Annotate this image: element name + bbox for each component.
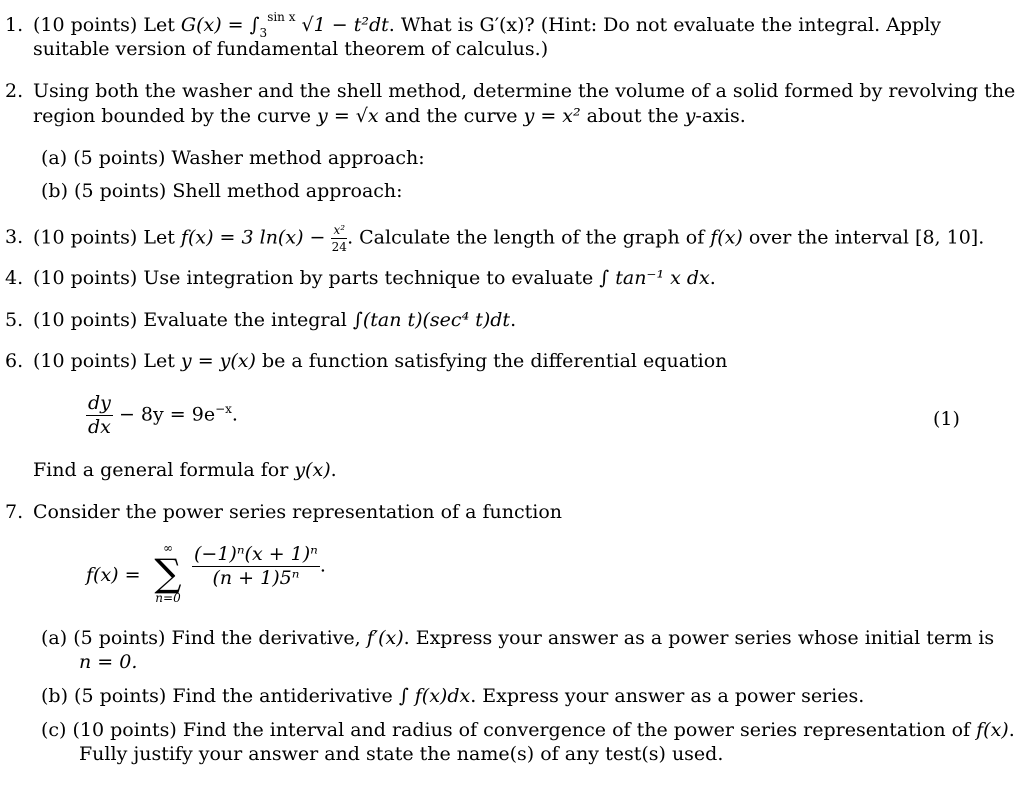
q7-part-c-line2: Fully justify your answer and state the name(s) of any test(s) used. [79, 743, 724, 765]
q3-frac-den: 24 [331, 240, 347, 254]
q2-text-d: -axis. [695, 105, 746, 127]
q3-text-a: (10 points) Let [33, 226, 181, 249]
q4-text [33, 267, 716, 289]
q2-curve2: y = x² [523, 105, 581, 127]
q6-find [33, 459, 337, 481]
q7-numerator: (−1)ⁿ(x + 1)ⁿ [194, 543, 318, 565]
q7-intro: Consider the power series representation of a function [33, 501, 562, 523]
q6-find-a: Find a general formula for [33, 459, 295, 481]
q6-text-a: (10 points) Let [33, 350, 181, 372]
q5-text-b: . [510, 309, 517, 331]
q4-text-b: . [709, 267, 716, 289]
q3-text-c: over the interval [8, 10]. [742, 226, 985, 249]
q2-text-b: and the curve [378, 105, 524, 127]
q5-expression: ∫(tan t)(sec⁴ t)dt [352, 309, 511, 331]
q6-derivative [86, 394, 113, 437]
q7-c-fx: f(x) [976, 719, 1009, 741]
q6-text-b: be a function satisfying the differential equation [255, 350, 728, 372]
q7-c-text: (c) (10 points) Find the interval and radius of convergence of the power series representation of [41, 719, 977, 741]
q5-text [33, 309, 516, 331]
q3-fraction [331, 224, 347, 253]
q6-find-b: . [330, 459, 337, 481]
q7-sum-upper: ∞ [163, 541, 173, 555]
q7-part-a-line1 [41, 627, 994, 649]
q7-fraction [192, 545, 320, 588]
q7-dot: . [319, 554, 326, 577]
q2-text-line1: Using both the washer and the shell method, determine the volume of a solid formed by revolving the [33, 80, 1015, 102]
q1-number: 1. [5, 14, 24, 36]
q1-text-line1 [33, 10, 942, 40]
q4-text-a: (10 points) Use integration by parts technique to evaluate [33, 267, 600, 289]
q7-a-text: (a) (5 points) Find the derivative, [41, 627, 367, 649]
q2-text-c: about the [580, 105, 685, 127]
q6-find-y: y(x) [294, 459, 331, 481]
q1-lower-limit: 3 [259, 26, 268, 40]
q7-sum-symbol: ∑ [154, 551, 182, 595]
q7-b-text-b: . Express your answer as a power series. [470, 685, 865, 707]
q2-number: 2. [5, 80, 24, 102]
q7-a-fprime: f′(x) [366, 627, 404, 649]
q3-function: f(x) = 3 ln(x) − [180, 226, 332, 249]
q7-denominator: (n + 1)5ⁿ [212, 567, 300, 589]
q1-text-line2: suitable version of fundamental theorem of calculus.) [33, 38, 549, 60]
q7-b-expression: ∫ f(x)dx [398, 685, 471, 707]
q3-fx: f(x) [710, 226, 743, 249]
q6-equation [86, 394, 238, 437]
q7-lhs [86, 564, 141, 586]
q2-curve1: y = √x [317, 105, 379, 127]
q1-integrand: √1 − t²dt [301, 14, 389, 36]
q6-number: 6. [5, 350, 24, 372]
q3-text-b: . Calculate the length of the graph of [347, 226, 711, 249]
q4-number: 4. [5, 267, 24, 289]
q1-G-def: G(x) = ∫ [180, 14, 260, 36]
q7-part-a-line2 [79, 651, 137, 673]
q2-axis: y [684, 105, 696, 127]
q6-rhs: − 8y = 9e [118, 403, 216, 426]
q4-expression: ∫ tan⁻¹ x dx [599, 267, 710, 289]
q7-a-n0: n = 0. [79, 651, 138, 673]
q2-text-a: region bounded by the curve [33, 105, 318, 127]
q6-exponent: −x [215, 402, 232, 417]
q3-number: 3. [5, 226, 24, 248]
q7-summation [148, 542, 188, 604]
q7-number: 7. [5, 501, 24, 523]
q6-equation-number: (1) [933, 408, 960, 430]
q2-part-b: (b) (5 points) Shell method approach: [41, 180, 403, 202]
q3-text [33, 224, 984, 253]
q5-number: 5. [5, 309, 24, 331]
q3-frac-num: x² [333, 223, 346, 237]
q7-series-term [192, 545, 326, 588]
q7-part-b [41, 685, 864, 707]
q2-text-line2 [33, 105, 746, 127]
q7-a-text-b: . Express your answer as a power series whose initial term is [403, 627, 995, 649]
q7-c-text-b: . [1008, 719, 1015, 741]
q2-part-a: (a) (5 points) Washer method approach: [41, 147, 425, 169]
q7-fx: f(x) = [86, 564, 141, 586]
q5-text-a: (10 points) Evaluate the integral [33, 309, 353, 331]
q6-expression: y = y(x) [180, 350, 256, 372]
q1-text-a: (10 points) Let [33, 14, 181, 36]
q7-b-text: (b) (5 points) Find the antiderivative [41, 685, 399, 707]
q1-text-b: . What is G′(x)? (Hint: Do not evaluate the integral. Apply [388, 14, 942, 36]
q6-text [33, 350, 727, 372]
q6-dx: dx [88, 416, 111, 438]
q7-part-c-line1 [41, 719, 1015, 741]
q6-dot: . [231, 403, 238, 426]
q6-dy: dy [88, 392, 111, 414]
q1-upper-limit: sin x [267, 10, 296, 24]
q7-sum-lower: n=0 [155, 591, 181, 605]
